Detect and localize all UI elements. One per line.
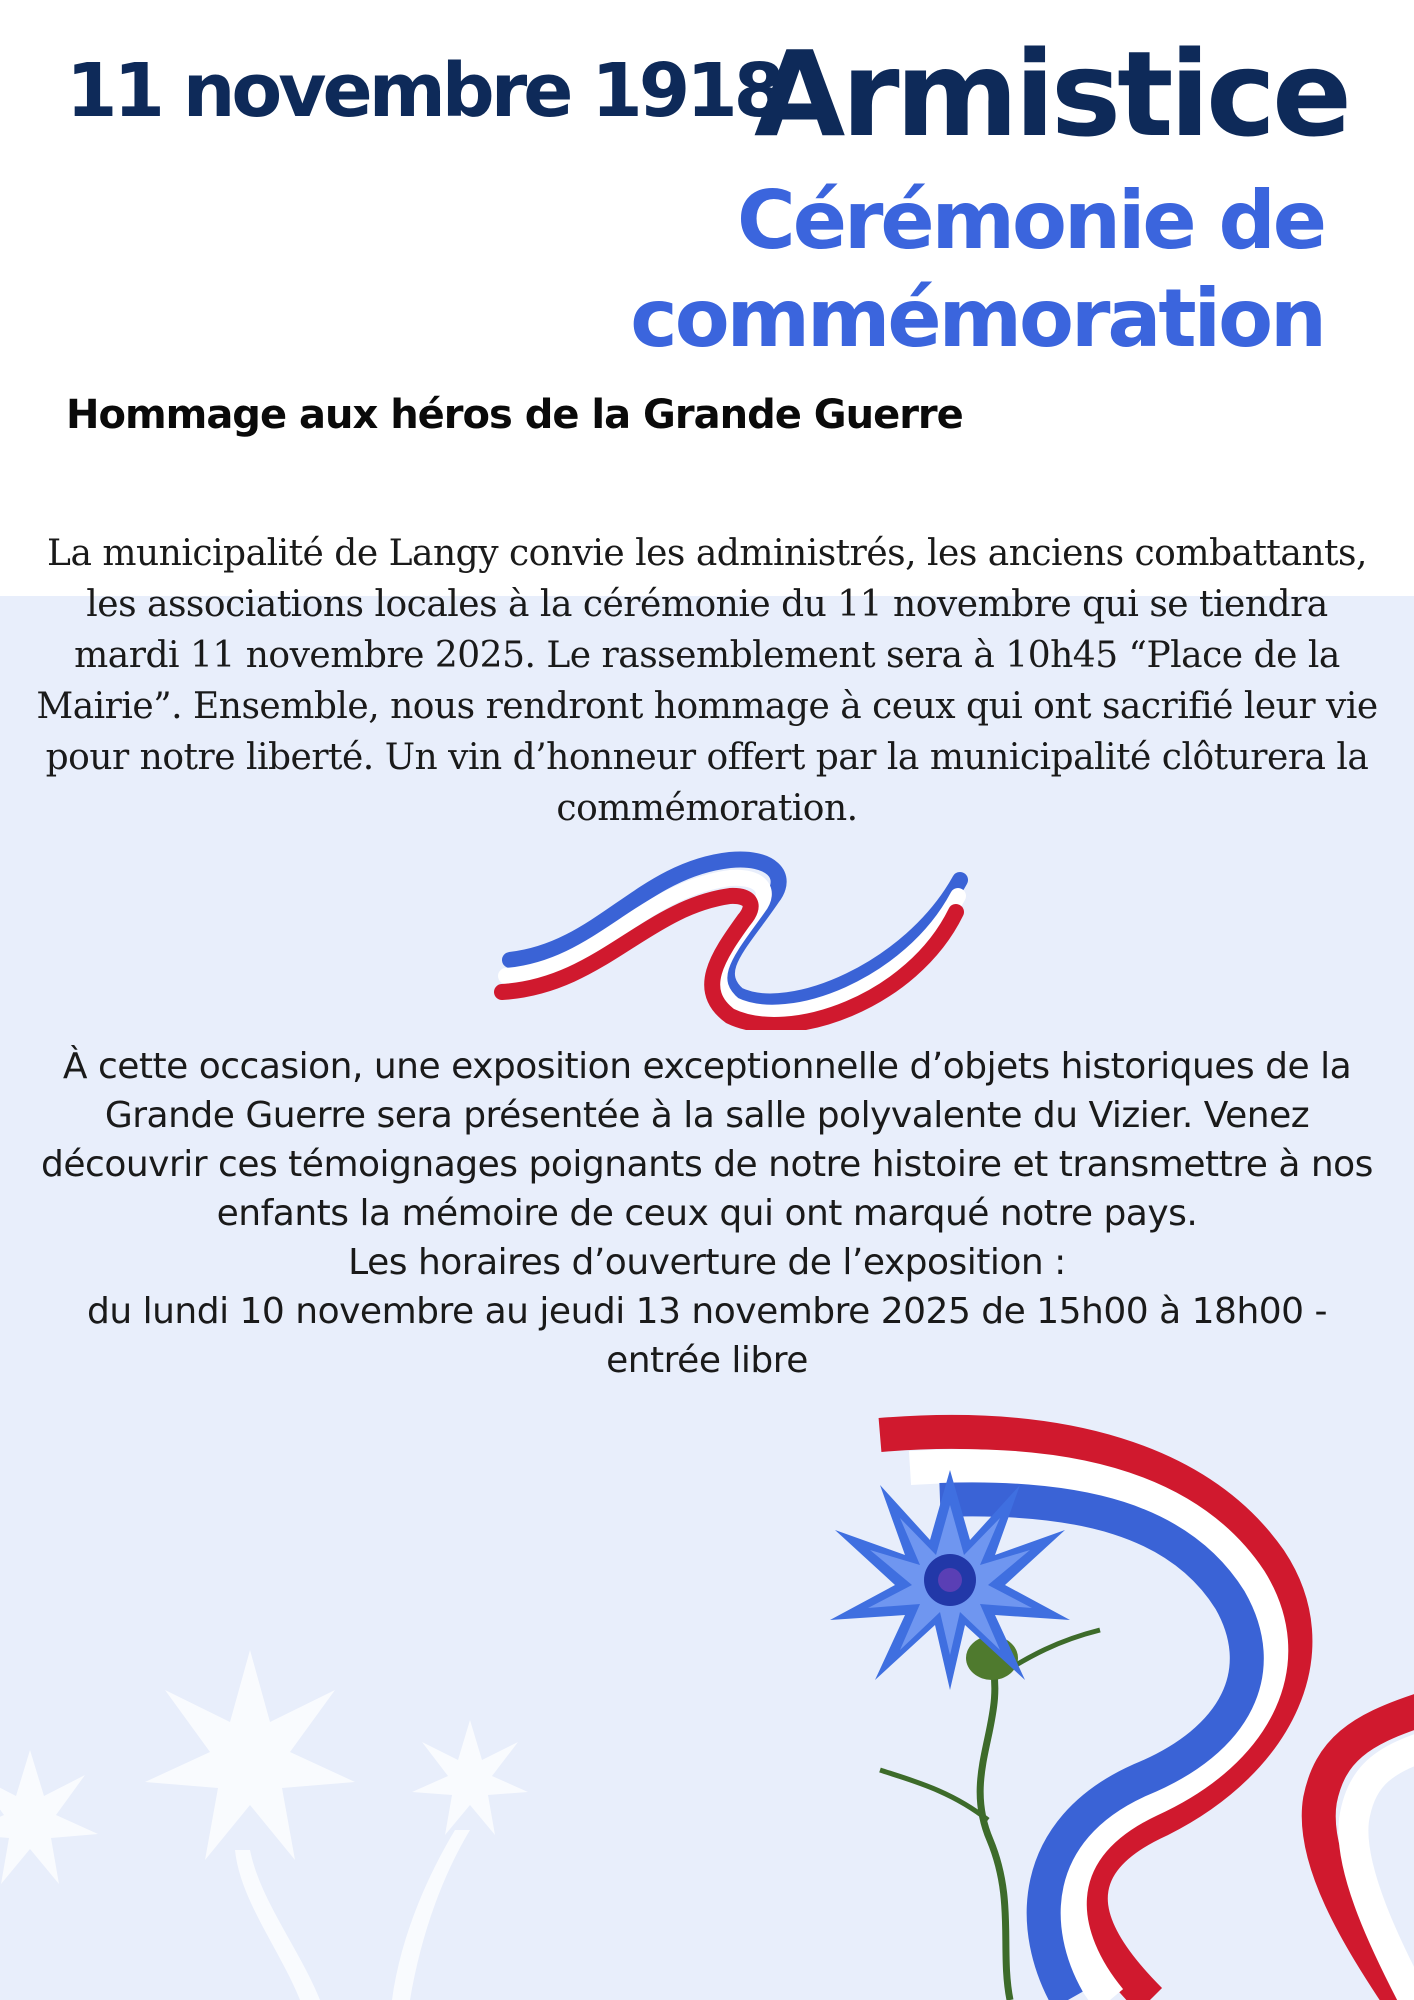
exhibition-hours-label: Les horaires d’ouverture de l’exposition : [348,1242,1066,1283]
exhibition-hours: du lundi 10 novembre au jeudi 13 novembre 2025 de 15h00 à 18h00 - entrée libre [86,1291,1327,1381]
event-date: 11 novembre 1918 [66,48,782,134]
intro-paragraph: La municipalité de Langy convie les administrés, les anciens combattants, les associations locales à la cérémonie du 11 novembre qui se tiendra mardi 11 novembre 2025. Le rassemblement sera à 10h45 “Place de la Mairie”. Ensemble, nous rendront hommage à ceux qui ont sacrifié leur vie pour notre liberté. Un vin d’honneur offert par la municipalité clôturera la commémoration. [36,533,1378,829]
cornflower-icon [760,1440,1140,2000]
exhibition-section [36,1042,1378,1385]
tagline: Hommage aux héros de la Grande Guerre [66,392,963,438]
tricolor-ribbon-icon [490,850,970,1030]
event-subtitle [630,172,1324,368]
subtitle-line-2: commémoration [630,272,1324,365]
exhibition-paragraph: À cette occasion, une exposition exceptionnelle d’objets historiques de la Grande Guerre sera présentée à la salle polyvalente du Vizier. Venez découvrir ces témoignages poignants de notre histoire et transmettre à nos enfants la mémoire de ceux qui ont marqué notre pays. [41,1046,1373,1234]
subtitle-line-1: Cérémonie de [736,174,1324,267]
page-title: Armistice [754,25,1348,163]
